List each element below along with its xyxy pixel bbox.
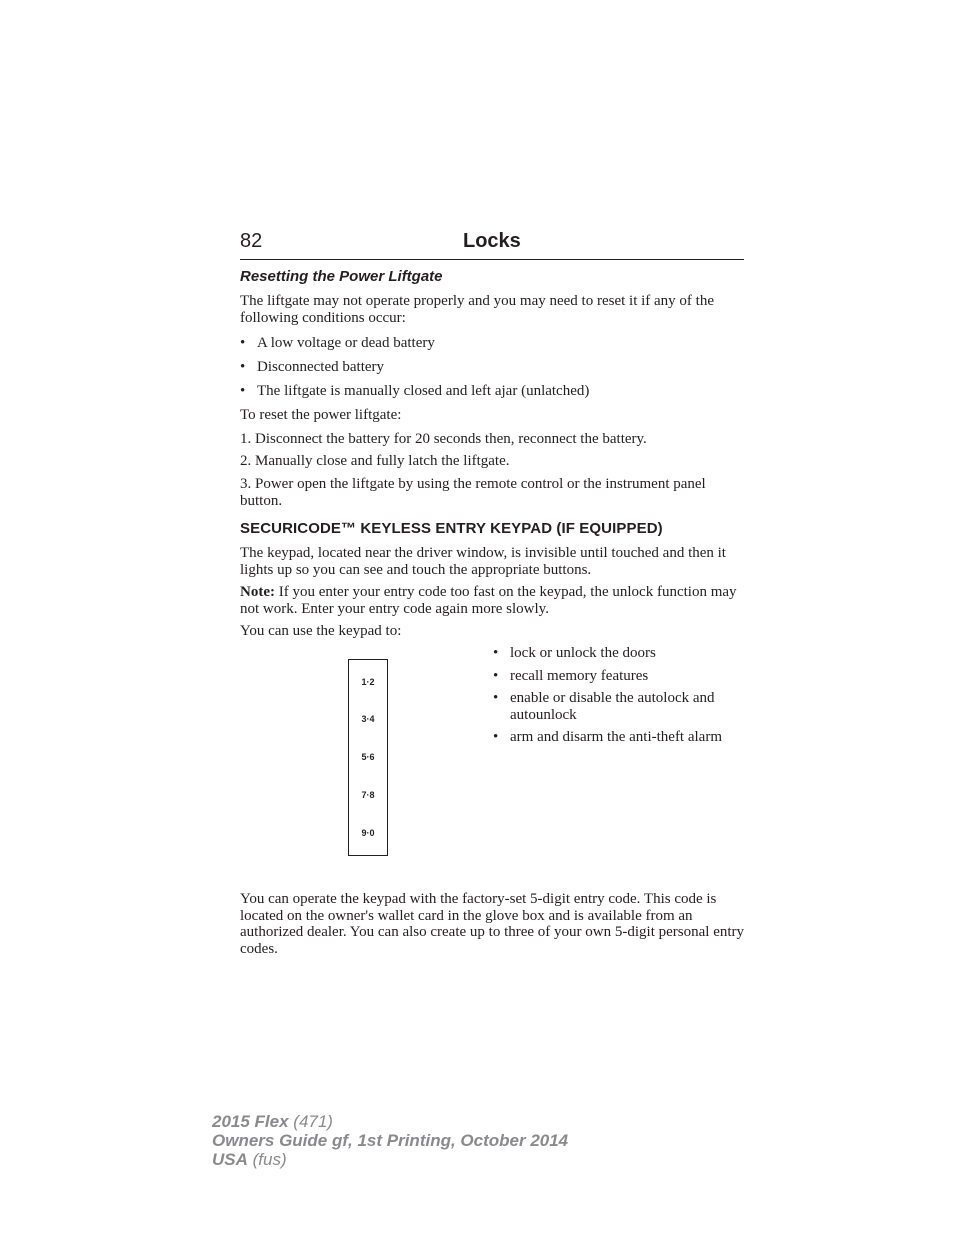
- bullet-dot: •: [493, 729, 499, 745]
- keypad-description: The keypad, located near the driver window, is invisible until touched and then it lights up so you can see and touch the appropriate buttons.: [240, 545, 726, 578]
- keypad-use-text: recall memory features: [510, 668, 649, 684]
- note-text: If you enter your entry code too fast on the keypad, the unlock function may not work. Enter your entry code again more slowly.: [240, 584, 737, 617]
- keypad-button-label: 9·0: [361, 828, 375, 838]
- condition-text: The liftgate is manually closed and left ajar (unlatched): [257, 383, 590, 399]
- footer-model-name: 2015 Flex: [212, 1112, 289, 1131]
- chapter-title: Locks: [463, 230, 521, 252]
- page-number: 82: [240, 230, 263, 252]
- keypad-use-item: [493, 729, 733, 746]
- keypad-button-label: 7·8: [361, 790, 375, 800]
- keypad-uses-intro: You can use the keypad to:: [240, 623, 402, 639]
- footer-market-code: (fus): [247, 1150, 287, 1169]
- footer-market-name: USA: [212, 1150, 248, 1169]
- keypad-note: [240, 584, 746, 617]
- reset-intro: To reset the power liftgate:: [240, 407, 402, 423]
- reset-step: 3. Power open the liftgate by using the remote control or the instrument panel button.: [240, 476, 706, 509]
- bullet-dot: •: [493, 690, 499, 706]
- keypad-use-text: enable or disable the autolock and autounlock: [510, 690, 715, 723]
- header-rule: [240, 259, 744, 260]
- liftgate-intro: The liftgate may not operate properly and you may need to reset it if any of the following conditions occur:: [240, 293, 715, 326]
- bullet-dot: •: [493, 668, 499, 684]
- keypad-use-text: lock or unlock the doors: [510, 645, 656, 661]
- keypad-use-item: [493, 668, 733, 685]
- keypad-use-item: [493, 690, 733, 723]
- condition-text: Disconnected battery: [257, 359, 385, 375]
- liftgate-subheading: Resetting the Power Liftgate: [240, 268, 443, 285]
- footer-model: [212, 1112, 333, 1131]
- footer-model-code: (471): [288, 1112, 333, 1131]
- keypad-use-text: arm and disarm the anti-theft alarm: [510, 729, 722, 745]
- keypad-heading: SECURICODE™ KEYLESS ENTRY KEYPAD (IF EQUIPPED): [240, 520, 663, 537]
- keypad-illustration: [348, 659, 388, 856]
- reset-step: 2. Manually close and fully latch the liftgate.: [240, 453, 510, 469]
- keypad-button-label: 1·2: [361, 677, 375, 687]
- keypad-button-label: 5·6: [361, 752, 375, 762]
- bullet-dot: •: [240, 335, 246, 351]
- footer-market: [212, 1150, 287, 1169]
- condition-text: A low voltage or dead battery: [257, 335, 435, 351]
- bullet-dot: •: [240, 359, 246, 375]
- keypad-closing: You can operate the keypad with the factory-set 5-digit entry code. This code is located on the owner's wallet card in the glove box and is available from an authorized dealer. You can also create up to three of your own 5-digit personal entry codes.: [240, 891, 745, 957]
- bullet-dot: •: [240, 383, 246, 399]
- footer-guide: Owners Guide gf, 1st Printing, October 2014: [212, 1131, 569, 1150]
- bullet-dot: •: [493, 645, 499, 661]
- keypad-use-item: [493, 645, 733, 662]
- reset-step: 1. Disconnect the battery for 20 seconds then, reconnect the battery.: [240, 431, 647, 447]
- keypad-button-label: 3·4: [361, 714, 375, 724]
- note-label: Note:: [240, 584, 275, 600]
